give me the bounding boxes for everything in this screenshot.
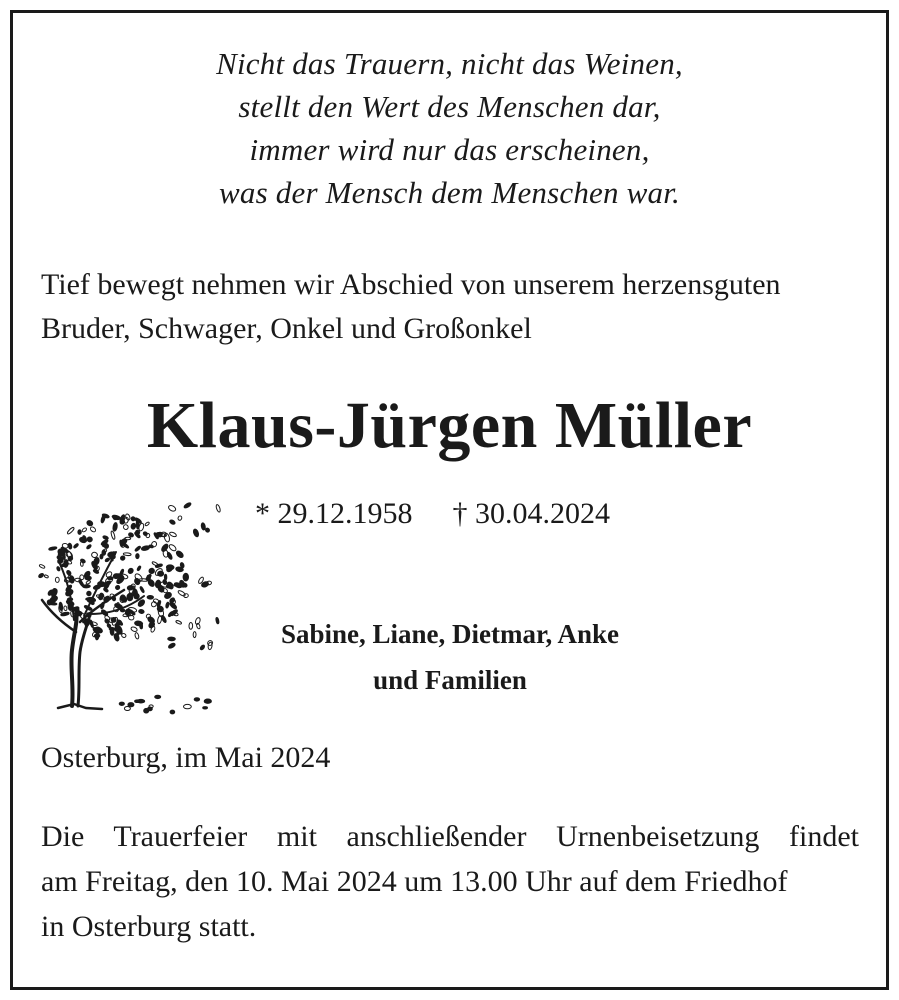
intro-line: Tief bewegt nehmen wir Abschied von unserem herzensguten <box>41 268 781 301</box>
service-line: am Freitag, den 10. Mai 2024 um 13.00 Uhr auf dem Friedhof <box>41 865 788 898</box>
windblown-tree-icon <box>20 482 230 722</box>
death-date: † 30.04.2024 <box>452 497 610 530</box>
poem-line: was der Mensch dem Menschen war. <box>219 175 680 210</box>
poem-line: immer wird nur das erscheinen, <box>249 132 650 167</box>
family-line: und Familien <box>373 665 527 695</box>
poem-line: stellt den Wert des Menschen dar, <box>238 89 661 124</box>
service-line: in Osterburg statt. <box>41 910 257 943</box>
intro-line: Bruder, Schwager, Onkel und Großonkel <box>41 312 532 345</box>
funeral-service-info <box>41 814 859 949</box>
place-and-date: Osterburg, im Mai 2024 <box>41 741 331 774</box>
birth-date: * 29.12.1958 <box>255 497 413 530</box>
family-line: Sabine, Liane, Dietmar, Anke <box>280 619 620 649</box>
family-signature <box>238 611 662 703</box>
poem-line: Nicht das Trauern, nicht das Weinen, <box>216 46 683 81</box>
memorial-poem <box>0 42 899 214</box>
intro-text <box>41 263 871 351</box>
life-dates <box>255 494 610 534</box>
service-line: Die Trauerfeier mit anschließender Urnenbeisetzung findet <box>41 820 859 853</box>
deceased-name: Klaus-Jürgen Müller <box>146 389 753 462</box>
